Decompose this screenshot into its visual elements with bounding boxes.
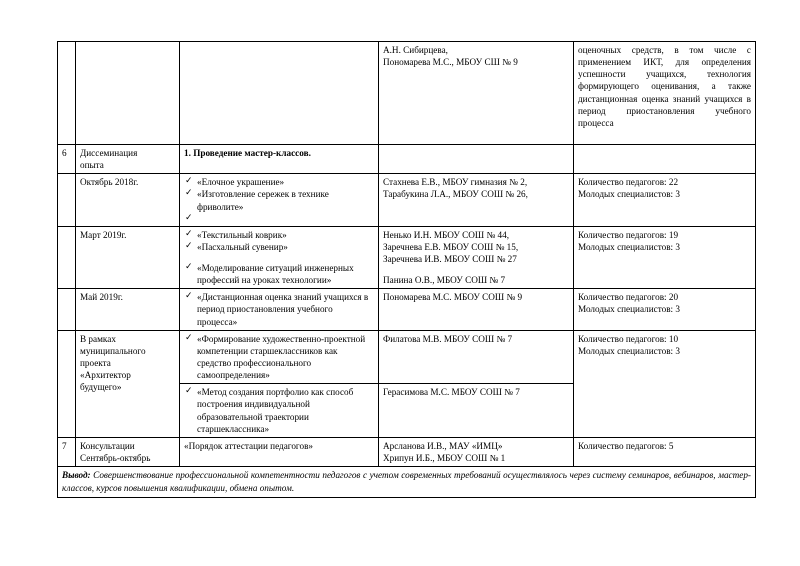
conclusion-cell — [58, 467, 756, 498]
stage-line: муниципального — [80, 345, 146, 356]
people-line: Хрипун И.Б., МБОУ СОШ № 1 — [383, 452, 506, 463]
list-item: ✓ «Изготовление сережек в технике фриволите» — [184, 188, 374, 212]
people-cell — [379, 330, 574, 384]
table-row — [58, 437, 756, 466]
count-cell: оценочных средств, в том числе с применением ИКТ, для определения успешности учащихся, технология формирующего оценивания, а также дистанционная оценка знаний учащихся в период приостановления учебного процесса — [574, 42, 756, 145]
stage-line: будущего» — [80, 382, 122, 393]
content-cell — [180, 384, 379, 438]
row-number-cell — [58, 289, 76, 330]
people-line: Панина О.В., МБОУ СОШ № 7 — [383, 275, 506, 286]
content-cell: «Порядок аттестации педагогов» — [180, 437, 379, 466]
checklist — [184, 176, 374, 223]
count-line: Количество педагогов: 5 — [578, 440, 674, 451]
list-item: ✓ «Пасхальный сувенир» — [184, 241, 374, 253]
people-line: Заречнева Е.В. МБОУ СОШ № 15, — [383, 241, 519, 252]
row-number-cell — [58, 330, 76, 437]
row-number-cell — [58, 174, 76, 226]
people-line: Ненько И.Н. МБОУ СОШ № 44, — [383, 229, 510, 240]
table-row — [58, 330, 756, 384]
stage-cell: Май 2019г. — [76, 289, 180, 330]
stage-cell: Март 2019г. — [76, 226, 180, 289]
people-line: Пономарева М.С., МБОУ СШ № 9 — [383, 57, 518, 68]
count-cell — [574, 437, 756, 466]
content-cell — [180, 226, 379, 289]
conclusion-text: Совершенствование профессиональной компетентности педагогов с учетом современных требований осуществлялось через систему семинаров, вебинаров, мастер-классов, курсов повышения квалификации, обмена опытом. — [62, 470, 751, 493]
people-line: Стахнева Е.В., МБОУ гимназия № 2, — [383, 177, 528, 188]
count-cell — [574, 330, 756, 437]
people-cell — [379, 226, 574, 289]
count-line: Количество педагогов: 20 — [578, 292, 679, 303]
stage-line: опыта — [80, 160, 104, 171]
people-line: Тарабукина Л.А., МБОУ СОШ № 26, — [383, 189, 528, 200]
table-row — [58, 174, 756, 226]
stage-line: Диссеминация — [80, 148, 138, 158]
stage-cell — [76, 437, 180, 466]
people-line: А.Н. Сибирцева, — [383, 45, 448, 55]
people-line: Арсланова И.В., МАУ «ИМЦ» — [383, 440, 503, 451]
people-cell — [379, 289, 574, 330]
people-line: Заречнева И.В. МБОУ СОШ № 27 — [383, 253, 517, 264]
list-item-empty — [184, 213, 374, 224]
row-number-cell: 7 — [58, 437, 76, 466]
stage-cell — [76, 330, 180, 437]
stage-line: В рамках — [80, 333, 116, 344]
list-item: ✓ «Текстильный коврик» — [184, 229, 374, 241]
people-cell — [379, 145, 574, 174]
table-row — [58, 42, 756, 145]
count-line: Молодых специалистов: 3 — [578, 345, 680, 356]
stage-cell — [76, 145, 180, 174]
list-item: ✓ «Формирование художественно-проектной компетенции старшеклассников как средство профессионального самоопределения» — [184, 333, 374, 382]
activity-table — [57, 41, 756, 498]
people-line: Герасимова М.С. МБОУ СОШ № 7 — [383, 387, 520, 398]
count-cell — [574, 174, 756, 226]
content-cell — [180, 330, 379, 384]
list-item: ✓ «Елочное украшение» — [184, 176, 374, 188]
count-line: Молодых специалистов: 3 — [578, 304, 680, 315]
count-line: Количество педагогов: 22 — [578, 177, 679, 188]
stage-line: проекта — [80, 357, 111, 368]
content-cell — [180, 174, 379, 226]
checklist — [184, 229, 374, 287]
people-cell — [379, 174, 574, 226]
checklist — [184, 386, 374, 435]
row-number-cell — [58, 42, 76, 145]
checklist — [184, 333, 374, 382]
stage-line: «Архитектор — [80, 370, 131, 381]
conclusion-label: Вывод: — [62, 470, 91, 481]
spacer — [383, 265, 569, 274]
list-item: ✓ «Дистанционная оценка знаний учащихся в период приостановления учебного процесса» — [184, 291, 374, 327]
people-line: Филатова М.В. МБОУ СОШ № 7 — [383, 333, 513, 344]
people-cell — [379, 384, 574, 438]
list-item: ✓ «Моделирование ситуаций инженерных профессий на уроках технологии» — [184, 262, 374, 286]
stage-cell — [76, 42, 180, 145]
count-line: Молодых специалистов: 3 — [578, 189, 680, 200]
content-cell: 1. Проведение мастер-классов. — [180, 145, 379, 174]
stage-cell: Октябрь 2018г. — [76, 174, 180, 226]
count-cell — [574, 145, 756, 174]
row-number-cell: 6 — [58, 145, 76, 174]
spacer — [184, 253, 374, 262]
count-cell — [574, 226, 756, 289]
people-cell — [379, 42, 574, 145]
count-line: Молодых специалистов: 3 — [578, 241, 680, 252]
row-number-cell — [58, 226, 76, 289]
content-cell — [180, 42, 379, 145]
content-cell — [180, 289, 379, 330]
count-line: Количество педагогов: 10 — [578, 333, 679, 344]
stage-line: Сентябрь-октябрь — [80, 452, 151, 463]
people-line: Пономарева М.С. МБОУ СОШ № 9 — [383, 292, 523, 303]
list-item: ✓ «Метод создания портфолио как способ построения индивидуальной образовательной траектории старшеклассника» — [184, 386, 374, 435]
count-cell — [574, 289, 756, 330]
table-row — [58, 145, 756, 174]
stage-line: Консультации — [80, 440, 135, 451]
checklist — [184, 291, 374, 327]
table-row-conclusion — [58, 467, 756, 498]
people-cell — [379, 437, 574, 466]
count-line: Количество педагогов: 19 — [578, 229, 679, 240]
table-row — [58, 226, 756, 289]
table-row — [58, 289, 756, 330]
